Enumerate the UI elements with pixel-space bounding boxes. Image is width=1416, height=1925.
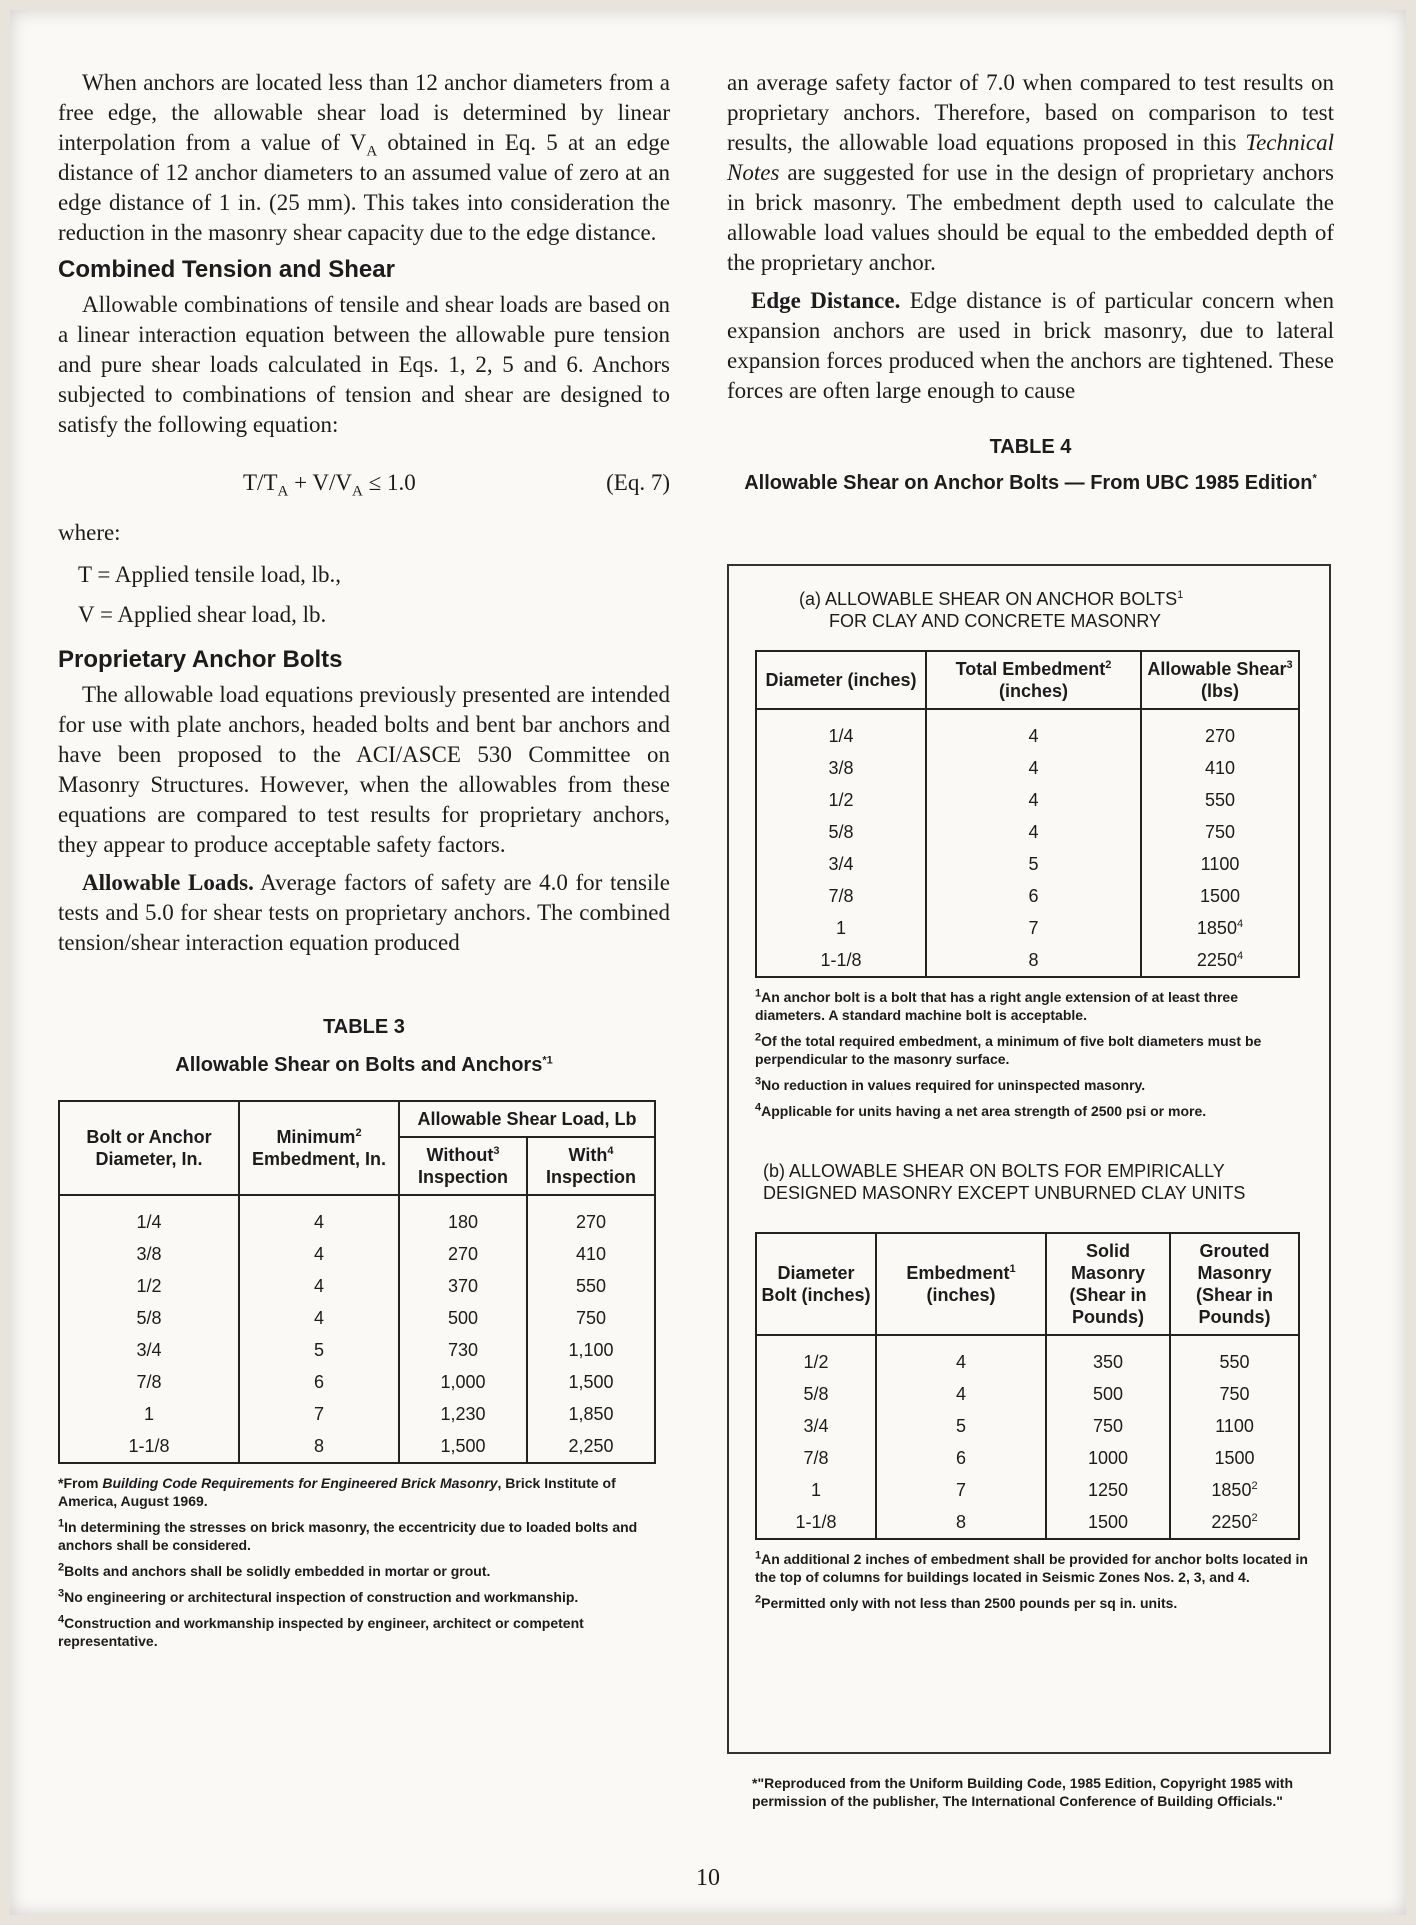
diameter-cell: 1-1/8 <box>59 1430 239 1463</box>
without-inspection-cell: 1,230 <box>399 1398 527 1430</box>
embedment-cell: 4 <box>926 752 1141 784</box>
with-inspection-cell: 2,250 <box>527 1430 655 1463</box>
paragraph-proprietary: The allowable load equations previously presented are intended for use with plate anchors, headed bolts and bent bar anchors and have been proposed to the ACI/ASCE 530 Committee on Masonry Structures. However, when the allowables from these equations are compared to test results for proprietary anchors, they appear to produce acceptable safety factors. <box>58 682 670 857</box>
embedment-cell: 4 <box>876 1378 1046 1410</box>
diameter-cell: 1/4 <box>756 709 926 752</box>
paragraph-combinations: Allowable combinations of tensile and shear loads are based on a linear interaction equation between the allowable pure tension and pure shear loads calculated in Eqs. 1, 2, 5 and 6. Anchors subjected to combinations of tension and shear are designed to satisfy the following equation: <box>58 292 670 437</box>
diameter-cell: 3/8 <box>59 1238 239 1270</box>
without-inspection-cell: 270 <box>399 1238 527 1270</box>
table-3-note-1: $^1$In determining the stresses on brick masonry, the eccentricity due to loaded bolts and anchors shall be considered. <box>58 1517 638 1553</box>
table-4a-note-1: $^1$An anchor bolt is a bolt that has a right angle extension of at least three diameters. A standard machine bolt is acceptable. <box>755 987 1238 1023</box>
embedment-cell: 6 <box>876 1442 1046 1474</box>
table-row <box>756 944 1299 977</box>
allowable-shear-cell: 1500 <box>1141 880 1299 912</box>
table-4-title: Allowable Shear on Anchor Bolts — From UBC 1985 Edition* <box>744 472 1317 494</box>
embedment-cell: 8 <box>239 1430 399 1463</box>
table-4b-header-grouted: Grouted Masonry (Shear in Pounds) <box>1170 1233 1299 1335</box>
without-inspection-cell: 1,500 <box>399 1430 527 1463</box>
table-4b-header-embedment: Embedment$^1$ (inches) <box>876 1233 1046 1335</box>
paragraph-allowable-loads: Allowable Loads. Average factors of safety are 4.0 for tensile tests and 5.0 for shear tests on proprietary anchors. The combined tension/shear interaction equation produced <box>58 870 670 955</box>
table-3-header-with-inspection: With$^4$ Inspection <box>527 1137 655 1195</box>
table-4b <box>755 1232 1300 1540</box>
table-3-label: TABLE 3 <box>323 1016 405 1038</box>
table-3-note-4: $^4$Construction and workmanship inspected by engineer, architect or competent representative. <box>58 1613 584 1649</box>
table-4a-header-embedment: Total Embedment$^2$ (inches) <box>926 651 1141 709</box>
table-row <box>59 1238 655 1270</box>
embedment-cell: 7 <box>239 1398 399 1430</box>
paragraph-edge-shear: When anchors are located less than 12 anchor diameters from a free edge, the allowable shear load is determined by linear interpolation from a value of $V_A$ obtained in Eq. 5 at an edge distance of 12 anchor diameters to an assumed value of zero at an edge distance of 1 in. (25 mm). This takes into consideration the reduction in the masonry shear capacity due to the edge distance. <box>58 70 670 245</box>
table-4b-caption: (b) ALLOWABLE SHEAR ON BOLTS FOR EMPIRICALLY DESIGNED MASONRY EXCEPT UNBURNED CLAY UNITS <box>763 1161 1246 1203</box>
table-4a-note-3: $^3$No reduction in values required for uninspected masonry. <box>755 1075 1146 1093</box>
embedment-cell: 7 <box>876 1474 1046 1506</box>
table-4b-note-2: $^2$Permitted only with not less than 2500 pounds per sq in. units. <box>755 1593 1178 1611</box>
left-column <box>58 68 670 1658</box>
table-4b-note-1: $^1$An additional 2 inches of embedment shall be provided for anchor bolts located in the top of columns for buildings located in Seismic Zones Nos. 2, 3, and 4. <box>755 1549 1308 1585</box>
table-row <box>756 1410 1299 1442</box>
embedment-cell: 4 <box>926 784 1141 816</box>
grouted-masonry-cell: 2250$^2$ <box>1170 1506 1299 1539</box>
embedment-cell: 8 <box>926 944 1141 977</box>
diameter-cell: 5/8 <box>59 1302 239 1334</box>
table-4a-caption: (a) ALLOWABLE SHEAR ON ANCHOR BOLTS$^1$ FOR CLAY AND CONCRETE MASONRY <box>799 589 1184 631</box>
diameter-cell: 1/2 <box>59 1270 239 1302</box>
table-4a-notes <box>755 988 1309 1120</box>
definition-t: T = Applied tensile load, lb., <box>78 562 341 587</box>
solid-masonry-cell: 750 <box>1046 1410 1170 1442</box>
table-4-label: TABLE 4 <box>989 436 1072 458</box>
diameter-cell: 3/4 <box>756 1410 876 1442</box>
without-inspection-cell: 370 <box>399 1270 527 1302</box>
table-row <box>756 1474 1299 1506</box>
diameter-cell: 1/2 <box>756 1335 876 1378</box>
table-row <box>59 1334 655 1366</box>
heading-combined-tension-shear: Combined Tension and Shear <box>58 256 395 283</box>
diameter-cell: 3/4 <box>756 848 926 880</box>
table-3-header-diameter: Bolt or Anchor Diameter, In. <box>59 1101 239 1195</box>
embedment-cell: 4 <box>926 816 1141 848</box>
grouted-masonry-cell: 750 <box>1170 1378 1299 1410</box>
table-row <box>756 1378 1299 1410</box>
table-row <box>756 752 1299 784</box>
table-4-frame <box>727 564 1331 1754</box>
document-page <box>10 10 1406 1915</box>
table-row <box>756 709 1299 752</box>
table-row <box>59 1366 655 1398</box>
embedment-cell: 5 <box>926 848 1141 880</box>
allowable-shear-cell: 270 <box>1141 709 1299 752</box>
table-row <box>756 1442 1299 1474</box>
paragraph-safety-factor: an average safety factor of 7.0 when compared to test results on proprietary anchors. Therefore, based on comparison to test results, the allowable load equations proposed in this Technical Notes are suggested for use in the design of proprietary anchors in brick masonry. The embedment depth used to calculate the allowable load values should be equal to the embedded depth of the proprietary anchor. <box>727 70 1334 275</box>
table-row <box>59 1302 655 1334</box>
heading-proprietary-anchor-bolts: Proprietary Anchor Bolts <box>58 646 343 673</box>
table-3-title: Allowable Shear on Bolts and Anchors$^{*1}$ <box>175 1054 553 1076</box>
embedment-cell: 8 <box>876 1506 1046 1539</box>
diameter-cell: 1 <box>756 1474 876 1506</box>
definition-v: V = Applied shear load, lb. <box>78 602 327 627</box>
variable-definitions <box>78 562 670 628</box>
equation-number: (Eq. 7) <box>606 470 670 495</box>
embedment-cell: 6 <box>239 1366 399 1398</box>
embedment-cell: 5 <box>239 1334 399 1366</box>
table-4a <box>755 650 1300 978</box>
diameter-cell: 1-1/8 <box>756 1506 876 1539</box>
table-row <box>59 1430 655 1463</box>
table-4-reproduction-note: *"Reproduced from the Uniform Building Code, 1985 Edition, Copyright 1985 with permission of the publisher, The International Conference of Building Officials." <box>752 1775 1294 1809</box>
table-4a-header-shear: Allowable Shear$^3$ (lbs) <box>1141 651 1299 709</box>
table-4b-header-solid: Solid Masonry (Shear in Pounds) <box>1046 1233 1170 1335</box>
allowable-shear-cell: 2250$^4$ <box>1141 944 1299 977</box>
table-row <box>756 1506 1299 1539</box>
diameter-cell: 3/8 <box>756 752 926 784</box>
table-3-note-2: $^2$Bolts and anchors shall be solidly embedded in mortar or grout. <box>58 1561 491 1579</box>
table-4a-note-4: $^4$Applicable for units having a net area strength of 2500 psi or more. <box>755 1101 1207 1119</box>
right-column <box>727 68 1334 496</box>
table-row <box>756 816 1299 848</box>
diameter-cell: 7/8 <box>756 1442 876 1474</box>
where-label: where: <box>58 520 121 545</box>
table-4a-header-diameter: Diameter (inches) <box>756 651 926 709</box>
table-4b-notes <box>755 1550 1309 1612</box>
table-row <box>756 848 1299 880</box>
table-row <box>59 1398 655 1430</box>
diameter-cell: 1 <box>756 912 926 944</box>
with-inspection-cell: 270 <box>527 1195 655 1238</box>
with-inspection-cell: 750 <box>527 1302 655 1334</box>
equation-7: $T/T_A + V/V_A \le 1.0$ (Eq. 7) <box>243 470 670 500</box>
with-inspection-cell: 550 <box>527 1270 655 1302</box>
diameter-cell: 7/8 <box>59 1366 239 1398</box>
diameter-cell: 5/8 <box>756 1378 876 1410</box>
table-3 <box>58 1100 656 1464</box>
with-inspection-cell: 1,850 <box>527 1398 655 1430</box>
table-row <box>59 1270 655 1302</box>
allowable-shear-cell: 1850$^4$ <box>1141 912 1299 944</box>
page-number: 10 <box>696 1865 720 1891</box>
embedment-cell: 6 <box>926 880 1141 912</box>
paragraph-edge-distance: Edge Distance. Edge distance is of particular concern when expansion anchors are used in brick masonry, due to lateral expansion forces produced when the anchors are tightened. These forces are often large enough to cause <box>727 288 1334 403</box>
grouted-masonry-cell: 1500 <box>1170 1442 1299 1474</box>
solid-masonry-cell: 500 <box>1046 1378 1170 1410</box>
table-3-block <box>58 1016 670 1650</box>
diameter-cell: 1-1/8 <box>756 944 926 977</box>
without-inspection-cell: 180 <box>399 1195 527 1238</box>
without-inspection-cell: 500 <box>399 1302 527 1334</box>
with-inspection-cell: 1,100 <box>527 1334 655 1366</box>
table-row <box>756 1335 1299 1378</box>
embedment-cell: 4 <box>239 1238 399 1270</box>
embedment-cell: 4 <box>926 709 1141 752</box>
grouted-masonry-cell: 1850$^2$ <box>1170 1474 1299 1506</box>
diameter-cell: 7/8 <box>756 880 926 912</box>
table-row <box>756 784 1299 816</box>
grouted-masonry-cell: 550 <box>1170 1335 1299 1378</box>
without-inspection-cell: 1,000 <box>399 1366 527 1398</box>
solid-masonry-cell: 1250 <box>1046 1474 1170 1506</box>
embedment-cell: 4 <box>239 1302 399 1334</box>
solid-masonry-cell: 1000 <box>1046 1442 1170 1474</box>
table-4a-note-2: $^2$Of the total required embedment, a minimum of five bolt diameters must be perpendicular to the masonry surface. <box>755 1031 1262 1067</box>
table-row <box>59 1195 655 1238</box>
table-3-note-3: $^3$No engineering or architectural inspection of construction and workmanship. <box>58 1587 579 1605</box>
embedment-cell: 5 <box>876 1410 1046 1442</box>
allowable-shear-cell: 410 <box>1141 752 1299 784</box>
with-inspection-cell: 410 <box>527 1238 655 1270</box>
table-4b-header-diameter: Diameter Bolt (inches) <box>756 1233 876 1335</box>
table-3-notes <box>58 1474 670 1650</box>
diameter-cell: 5/8 <box>756 816 926 848</box>
table-row <box>756 880 1299 912</box>
diameter-cell: 1 <box>59 1398 239 1430</box>
solid-masonry-cell: 1500 <box>1046 1506 1170 1539</box>
allowable-shear-cell: 1100 <box>1141 848 1299 880</box>
solid-masonry-cell: 350 <box>1046 1335 1170 1378</box>
embedment-cell: 7 <box>926 912 1141 944</box>
table-3-header-allowable-shear: Allowable Shear Load, Lb <box>399 1101 655 1137</box>
table-3-header-without-inspection: Without$^3$ Inspection <box>399 1137 527 1195</box>
allowable-shear-cell: 750 <box>1141 816 1299 848</box>
table-3-note-source: *From Building Code Requirements for Engineered Brick Masonry, Brick Institute of America, August 1969. <box>58 1475 616 1509</box>
without-inspection-cell: 730 <box>399 1334 527 1366</box>
table-3-header-embedment: Minimum$^2$ Embedment, In. <box>239 1101 399 1195</box>
embedment-cell: 4 <box>876 1335 1046 1378</box>
embedment-cell: 4 <box>239 1270 399 1302</box>
with-inspection-cell: 1,500 <box>527 1366 655 1398</box>
embedment-cell: 4 <box>239 1195 399 1238</box>
diameter-cell: 1/4 <box>59 1195 239 1238</box>
diameter-cell: 3/4 <box>59 1334 239 1366</box>
diameter-cell: 1/2 <box>756 784 926 816</box>
allowable-shear-cell: 550 <box>1141 784 1299 816</box>
grouted-masonry-cell: 1100 <box>1170 1410 1299 1442</box>
table-row <box>756 912 1299 944</box>
